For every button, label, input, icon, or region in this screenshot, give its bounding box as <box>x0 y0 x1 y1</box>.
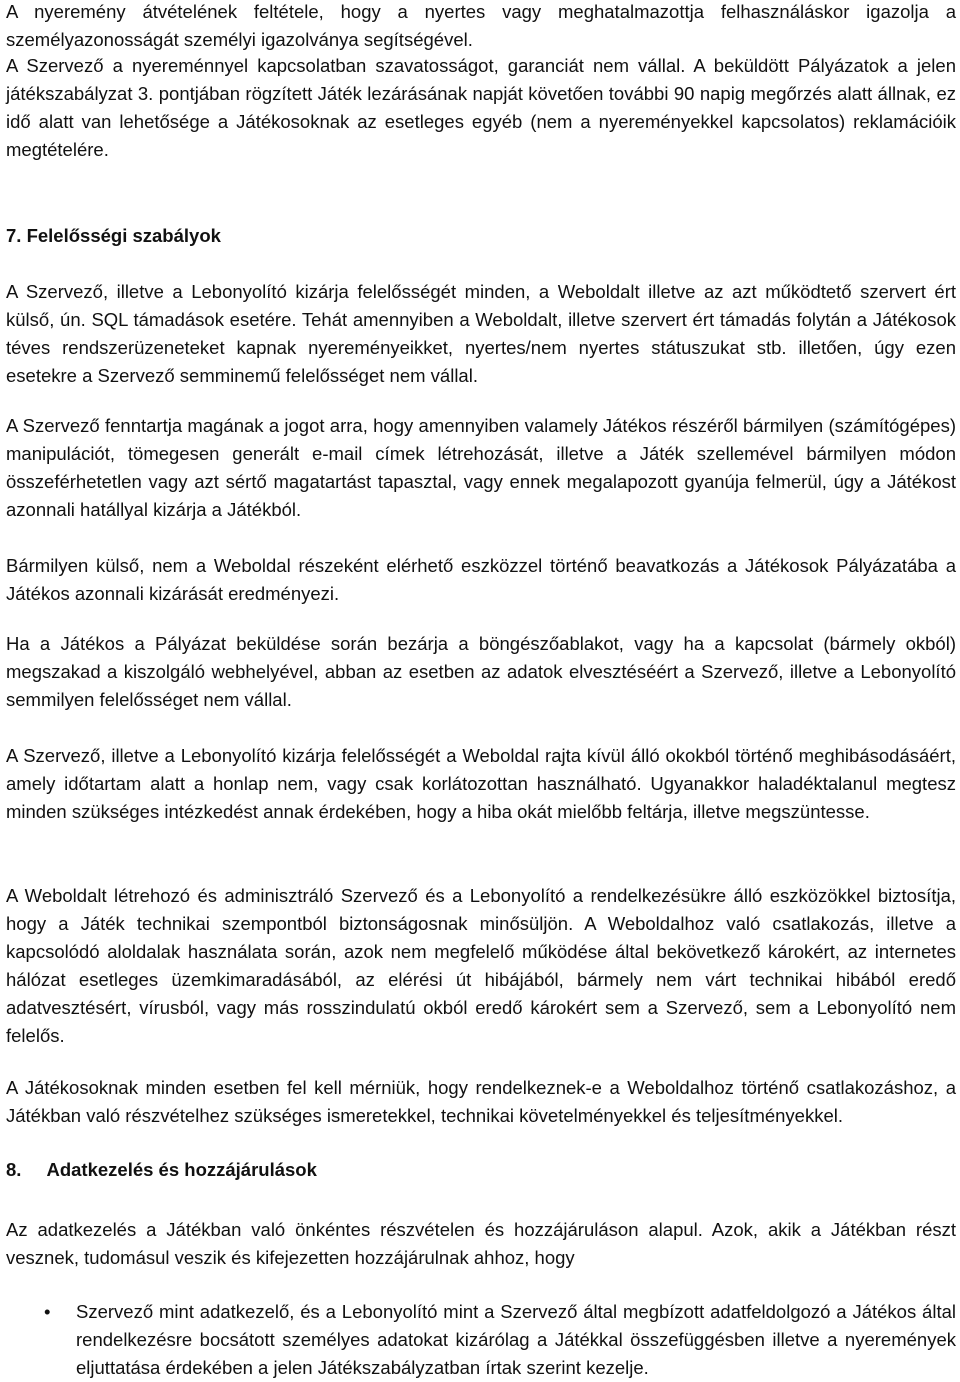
bullet-icon: • <box>44 1301 51 1322</box>
paragraph-malfunction: A Szervező, illetve a Lebonyolító kizárja felelősségét a Weboldal rajta kívül álló okokból történő meghibásodásáért, amely időtartam alatt a honlap nem, vagy csak korlátozottan használható. Ugyanakkor haladéktalanul megtesz minden szükséges intézkedést annak érdekében, hogy a hiba okát mielőbb feltárja, illetve megszüntesse. <box>6 745 956 822</box>
paragraph-sql-attacks: A Szervező, illetve a Lebonyolító kizárja felelősségét minden, a Weboldalt illetve az azt működtető szervert ért külső, ún. SQL támadások esetére. Tehát amennyiben a Weboldalt, illetve szervert ért támadás folytán a Játékosok téves rendszerüzeneteket kapnak nyereményeikket, nyertes/nem nyertes státuszukat stb. illetően, úgy ezen esetekre a Szervező semminemű felelősséget nem vállal. <box>6 281 956 386</box>
paragraph-warranty: A Szervező a nyereménnyel kapcsolatban szavatosságot, garanciát nem vállal. A beküldött Pályázatok a jelen játékszabályzat 3. pontjában rögzített Játék lezárásának napját követően további 90 napig megőrzés alatt állnak, ez idő alatt van lehetősége a Játékosoknak az esetleges egyéb (nem a nyereményekkel kapcsolatos) reklamációik megtételére. <box>6 55 956 160</box>
section-heading-8 <box>6 1156 956 1184</box>
list-item-text: Szervező mint adatkezelő, és a Lebonyolító mint a Szervező által megbízott adatfeldolgozó a Játékos által rendelkezésre bocsátott személyes adatokat kizárólag a Játékkal összefüggésben illetve a nyeremények eljuttatása érdekében a jelen Játékszabályzatban írtak szerint kezelje. <box>76 1301 956 1378</box>
paragraph-prize-pickup: A nyeremény átvételének feltétele, hogy a nyertes vagy meghatalmazottja felhasználáskor igazolja a személyazonosságát személyi igazolványa segítségével. <box>6 1 956 50</box>
paragraph-technical-safety: A Weboldalt létrehozó és adminisztráló Szervező és a Lebonyolító a rendelkezésükre álló eszközökkel biztosítja, hogy a Játék technikai szempontból biztonságosnak minősüljön. A Weboldalhoz való csatlakozás, illetve a kapcsolódó aloldalak használata során, azok nem megfelelő működése által bekövetkező károkért, az internetes hálózat esetleges üzemkimaradásából, az elérési út hibájából, bármely nem várt technikai hibából eredő adatvesztésért, vírusból, vagy más rosszindulatú okból eredő károkért sem a Szervező, sem a Lebonyolító nem felelős. <box>6 885 956 1046</box>
bullet-list <box>6 1298 956 1382</box>
paragraph-requirements: A Játékosoknak minden esetben fel kell mérniük, hogy rendelkeznek-e a Weboldalhoz történő csatlakozáshoz, a Játékban való részvételhez szükséges ismeretekkel, technikai követelményekkel és teljesítményekkel. <box>6 1077 956 1126</box>
section-heading-7 <box>6 222 956 250</box>
section-title: Adatkezelés és hozzájárulások <box>46 1159 317 1180</box>
section-number: 8. <box>6 1159 22 1180</box>
list-item <box>6 1298 956 1382</box>
section-number: 7. <box>6 225 22 246</box>
section-title: Felelősségi szabályok <box>26 225 221 246</box>
paragraph-external-tools: Bármilyen külső, nem a Weboldal részeként elérhető eszközzel történő beavatkozás a Játékosok Pályázatába a Játékos azonnali kizárását eredményezi. <box>6 555 956 604</box>
paragraph-browser-close: Ha a Játékos a Pályázat beküldése során bezárja a böngészőablakot, vagy ha a kapcsolat (bármely okból) megszakad a kiszolgáló webhelyével, abban az esetben az adatok elvesztéséért a Szervező, illetve a Lebonyolító semmilyen felelősséget nem vállal. <box>6 633 956 710</box>
paragraph-manipulation: A Szervező fenntartja magának a jogot arra, hogy amennyiben valamely Játékos részéről bármilyen (számítógépes) manipulációt, tömegesen generált e-mail címek létrehozását, illetve a Játék szellemével bármilyen módon összeférhetetlen vagy azt sértő magatartást tapasztal, vagy ennek megalapozott gyanúja felmerül, úgy a Játékost azonnali hatállyal kizárja a Játékból. <box>6 415 956 520</box>
paragraph-data-consent: Az adatkezelés a Játékban való önkéntes részvételen és hozzájáruláson alapul. Azok, akik a Játékban részt vesznek, tudomásul veszik és kifejezetten hozzájárulnak ahhoz, hogy <box>6 1219 956 1268</box>
